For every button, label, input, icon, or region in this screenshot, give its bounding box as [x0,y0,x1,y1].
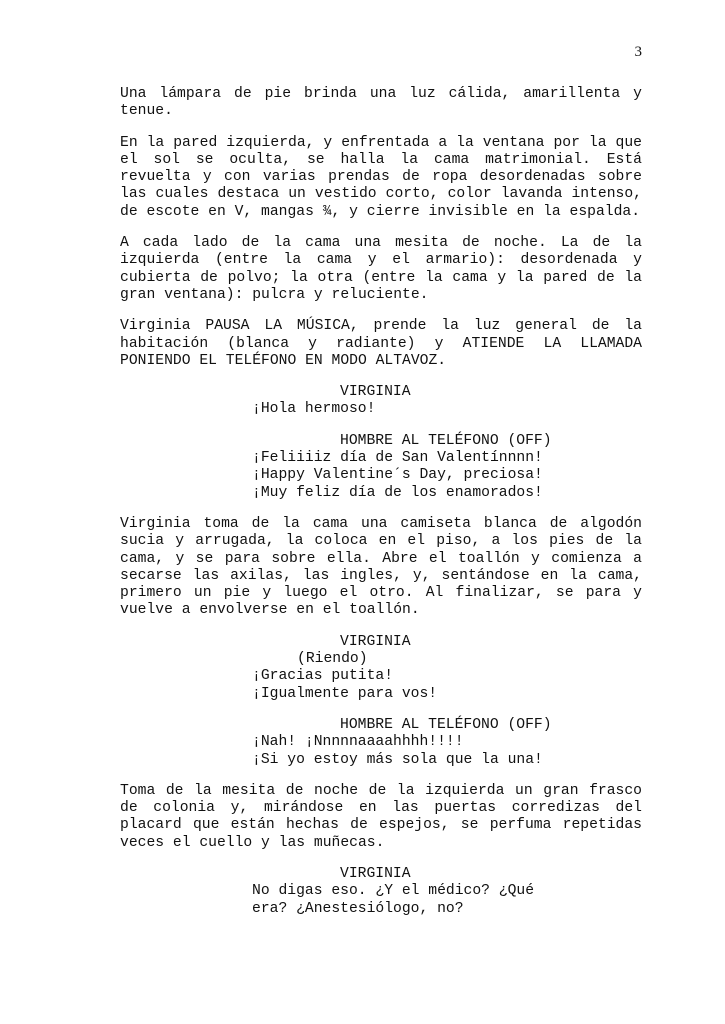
dialogue-line: ¡Happy Valentine´s Day, preciosa! [252,467,543,484]
dialogue-line: No digas eso. ¿Y el médico? ¿Qué [252,883,535,900]
dialogue-line: ¡Gracias putita! [252,668,394,685]
dialogue-line: ¡Nah! ¡Nnnnnaaaahhhh!!!! [252,734,464,751]
dialogue-line: ¡Feliiiiz día de San Valentínnnn! [252,450,543,467]
character-name: VIRGINIA [340,865,411,882]
dialogue-line: ¡Igualmente para vos! [252,685,438,702]
dialogue-block [120,384,642,419]
dialogue-line: ¡Si yo estoy más sola que la una! [252,751,543,768]
dialogue-line: ¡Hola hermoso! [252,401,376,418]
character-name: VIRGINIA [340,633,411,650]
dialogue-line: era? ¿Anestesiólogo, no? [252,900,464,917]
action-paragraph: A cada lado de la cama una mesita de noche. La de la izquierda (entre la cama y el armario): desordenada y cubierta de polvo; la otra (entre la cama y la pared de la gran ventana): pulcra y reluciente. [120,235,642,303]
character-name: HOMBRE AL TELÉFONO (OFF) [340,716,552,733]
dialogue-block [120,433,642,502]
dialogue-block [120,866,642,918]
parenthetical: (Riendo) [297,651,368,668]
action-paragraph: Virginia toma de la cama una camiseta blanca de algodón sucia y arrugada, la coloca en el piso, a los pies de la cama, y se para sobre ella. Abre el toallón y comienza a secarse las axilas, las ingles, y, sentándose en la cama, primero un pie y luego el otro. Al finalizar, se para y vuelve a envolverse en el toallón. [120,515,642,619]
action-paragraph: Virginia PAUSA LA MÚSICA, prende la luz general de la habitación (blanca y radiante) y ATIENDE LA LLAMADA PONIENDO EL TELÉFONO EN MODO ALTAVOZ. [120,318,642,369]
dialogue-block [120,634,642,703]
character-name: HOMBRE AL TELÉFONO (OFF) [340,432,552,449]
character-name: VIRGINIA [340,384,411,401]
dialogue-line: ¡Muy feliz día de los enamorados! [252,484,543,501]
action-paragraph: Una lámpara de pie brinda una luz cálida, amarillenta y tenue. [120,86,642,120]
dialogue-block [120,717,642,769]
screenplay-body [120,86,642,932]
action-paragraph: En la pared izquierda, y enfrentada a la ventana por la que el sol se oculta, se halla la cama matrimonial. Está revuelta y con varias prendas de ropa desordenadas sobre las cuales destaca un vestido corto, color lavanda intenso, de escote en V, mangas ¾, y cierre invisible en la espalda. [120,134,642,220]
page-number: 3 [634,44,642,60]
action-paragraph: Toma de la mesita de noche de la izquierda un gran frasco de colonia y, mirándose en las puertas corredizas del placard que están hechas de espejos, se perfuma repetidas veces el cuello y las muñecas. [120,782,642,851]
